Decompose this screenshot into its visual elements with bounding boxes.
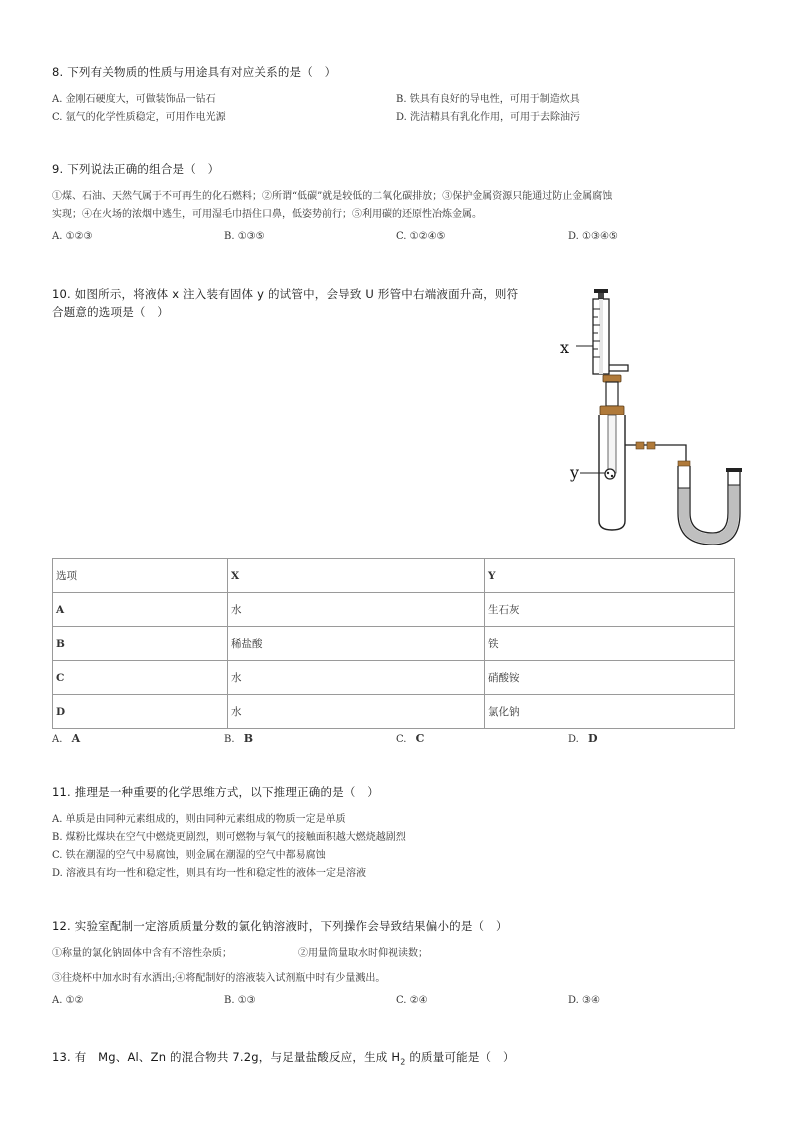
q8-stem: 8. 下列有关物质的性质与用途具有对应关系的是（ ） (52, 65, 337, 79)
label-x: x (560, 338, 570, 357)
q13-stem-part-b: 的质量可能是（ ） (405, 1050, 515, 1064)
table-header-cell: X (228, 559, 485, 593)
table-row (53, 695, 735, 729)
q11-option-b: B. 煤粉比煤块在空气中燃烧更剧烈，则可燃物与氧气的接触面积越大燃烧越剧烈 (52, 832, 406, 843)
options-table (52, 558, 735, 729)
q8-option-a: A. 金刚石硬度大，可做装饰品一钻石 (52, 94, 216, 105)
rubber-stopper-upper (603, 375, 621, 382)
table-cell: 生石灰 (485, 593, 735, 627)
answer-letter: C (415, 732, 425, 745)
answer-prefix: B. (224, 734, 235, 745)
table-cell: 铁 (485, 627, 735, 661)
apparatus-diagram (548, 283, 748, 545)
answer-prefix: D. (568, 734, 579, 745)
table-cell: 硝酸铵 (485, 661, 735, 695)
table-cell: C (53, 661, 228, 695)
table-row (53, 661, 735, 695)
funnel-cap-icon (594, 289, 608, 293)
q13-subscript: 2 (400, 1057, 406, 1067)
q13-stem (52, 1049, 515, 1066)
q9-stem: 9. 下列说法正确的组合是（ ） (52, 162, 220, 176)
q9-body-line1: ①煤、石油、天然气属于不可再生的化石燃料；②所谓“低碳”就是较低的二氧化碳排放；③保护金属资源只能通过防止金属腐蚀 (52, 191, 613, 202)
answer-prefix: A. (52, 734, 63, 745)
q11-option-c: C. 铁在潮湿的空气中易腐蚀，则金属在潮湿的空气中都易腐蚀 (52, 850, 326, 861)
table-header-cell: 选项 (53, 559, 228, 593)
q8-option-c: C. 氩气的化学性质稳定，可用作电光源 (52, 112, 226, 123)
table-cell: 水 (228, 695, 485, 729)
solid-y-icon (605, 469, 615, 479)
q10-answer-c (396, 732, 424, 745)
table-cell: 氯化钠 (485, 695, 735, 729)
q12-item1: ①称量的氯化钠固体中含有不溶性杂质； (52, 948, 232, 959)
q10-stem-line2: 合题意的选项是（ ） (52, 305, 169, 319)
table-header-cell: Y (485, 559, 735, 593)
q9-body-line2: 实现；④在火场的浓烟中逃生，可用湿毛巾捂住口鼻，低姿势前行；⑤利用碳的还原性冶炼金属。 (52, 209, 482, 220)
answer-letter: A (71, 732, 81, 745)
answer-letter: B (243, 732, 254, 745)
q11-option-d: D. 溶液具有均一性和稳定性，则具有均一性和稳定性的液体一定是溶液 (52, 868, 367, 879)
table-header-row (53, 559, 735, 593)
q9-option-a: A. ①②③ (52, 231, 93, 242)
q12-item2: ②用量筒量取水时仰视读数； (298, 948, 428, 959)
table-cell: 水 (228, 661, 485, 695)
q10-answer-a (52, 732, 80, 745)
q8-option-d: D. 洗洁精具有乳化作用，可用于去除油污 (396, 112, 581, 123)
table-cell: B (53, 627, 228, 661)
q12-line2: ③往烧杯中加水时有水洒出;④将配制好的溶液装入试剂瓶中时有少量溅出。 (52, 973, 386, 984)
q9-option-c: C. ①②④⑤ (396, 231, 446, 242)
table-row (53, 627, 735, 661)
rubber-stopper-lower (600, 406, 624, 415)
q12-option-a: A. ①② (52, 995, 84, 1006)
q10-answer-d (568, 732, 598, 745)
q10-stem-line1: 10. 如图所示，将液体 x 注入装有固体 y 的试管中，会导致 U 形管中右端液面升高，则符 (52, 287, 519, 301)
q9-option-d: D. ①③④⑤ (568, 231, 618, 242)
table-cell: 稀盐酸 (228, 627, 485, 661)
q12-option-d: D. ③④ (568, 995, 600, 1006)
answer-prefix: C. (396, 734, 407, 745)
answer-letter: D (588, 732, 598, 745)
table-cell: A (53, 593, 228, 627)
q12-option-b: B. ①③ (224, 995, 256, 1006)
table-cell: D (53, 695, 228, 729)
table-cell: 水 (228, 593, 485, 627)
q10-answer-b (224, 732, 253, 745)
label-y: y (570, 463, 580, 482)
q12-stem: 12. 实验室配制一定溶质质量分数的氯化钠溶液时，下列操作会导致结果偏小的是（ ） (52, 919, 508, 933)
q8-option-b: B. 铁具有良好的导电性，可用于制造炊具 (396, 94, 580, 105)
q13-stem-part-a: 13. 有 Mg、Al、Zn 的混合物共 7.2g，与足量盐酸反应，生成 H (52, 1050, 401, 1064)
q12-option-c: C. ②④ (396, 995, 428, 1006)
q9-option-b: B. ①③⑤ (224, 231, 265, 242)
q11-stem: 11. 推理是一种重要的化学思维方式，以下推理正确的是（ ） (52, 785, 379, 799)
q11-option-a: A. 单质是由同种元素组成的，则由同种元素组成的物质一定是单质 (52, 814, 346, 825)
table-row (53, 593, 735, 627)
